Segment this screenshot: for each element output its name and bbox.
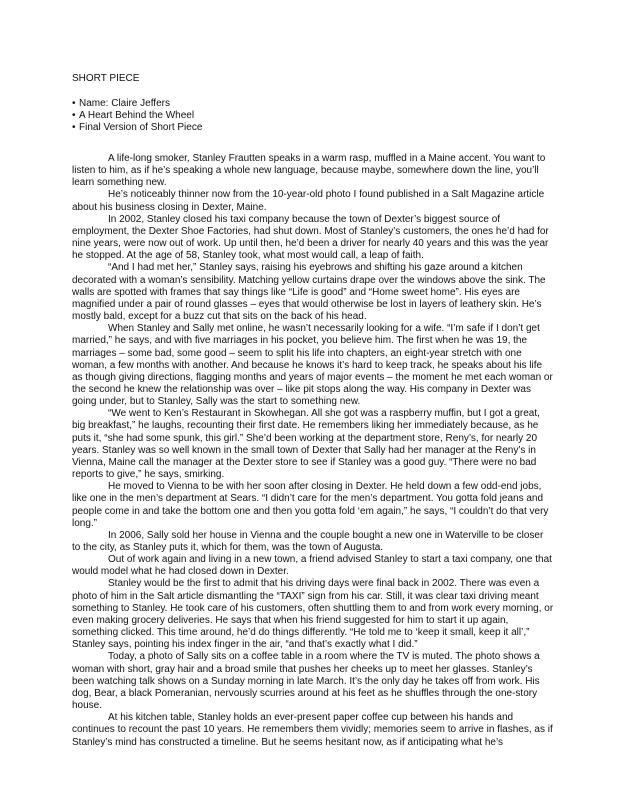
paragraph: “We went to Ken’s Restaurant in Skowhegan. All she got was a raspberry muffin, but I got a great, big breakfast,” he laughs, recounting their first date. He remembers liking her immediately because, as he puts it, “she had some spunk, this girl.” She’d been working at the department store, Reny’s, for nearly 20 years. Stanley was so well known in the small town of Dexter that Sally had her manager at the Reny’s in Vienna, Maine call the manager at the Dexter store to see if Stanley was a good guy. “There were no bad reports to give,” he says, smirking. [72, 408, 540, 481]
paragraph: He moved to Vienna to be with her soon after closing in Dexter. He held down a few odd-end jobs, like one in the men’s department at Sears. “I didn’t care for the men’s department. You gotta fold jeans and people come in and take the bottom one and then you gotta fold ‘em again,” he says, “I couldn’t do that very long.” [72, 481, 549, 529]
paragraph: In 2006, Sally sold her house in Vienna and the couple bought a new one in Waterville to be closer to the city, as Stanley puts it, which for them, was the town of Augusta. [72, 529, 544, 553]
paragraph: When Stanley and Sally met online, he wasn’t necessarily looking for a wife. “I’m safe if I don’t get married,” he says, and with five marriages in his pocket, you believe him. The first when he was 19, the marriages – some bad, some good – seem to split his life into chapters, an eight-year stretch with one woman, a few months with another. And because he knows it’s hard to keep track, he speaks about his life as though giving directions, flagging months and years of major events – the moment he met each woman or the second he knew the relationship was over – like pit stops along the way. His company in Dexter was going under, but to Stanley, Sally was the start to something new. [72, 323, 553, 408]
article-body [72, 153, 554, 749]
paragraph: Today, a photo of Sally sits on a coffee table in a room where the TV is muted. The photo shows a woman with short, gray hair and a broad smile that pushes her cheeks up to meet her glasses. Stanley’s been watching talk shows on a Sunday morning in late March. It’s the only day he takes off from work. His dog, Bear, a black Pomeranian, nervously scurries around at his feet as he shuffles through the one-story house. [72, 651, 540, 712]
paragraph: Out of work again and living in a new town, a friend advised Stanley to start a taxi company, one that would model what he had closed down in Dexter. [72, 554, 552, 578]
info-bullet-list [72, 98, 202, 135]
paragraph: He’s noticeably thinner now from the 10-year-old photo I found published in a Salt Magazine article about his business closing in Dexter, Maine. [72, 189, 545, 213]
paragraph: At his kitchen table, Stanley holds an ever-present paper coffee cup between his hands and continues to recount the past 10 years. He remembers them vividly; memories seem to arrive in flashes, as if Stanley’s mind has constructed a timeline. But he seems hesitant now, as if anticipating what he’s [72, 712, 553, 748]
bullet-item-title [72, 110, 202, 122]
bullet-icon: • [72, 122, 76, 134]
document-heading: SHORT PIECE [72, 73, 140, 84]
bullet-item-text: Final Version of Short Piece [79, 122, 203, 134]
paragraph: Stanley would be the first to admit that his driving days were final back in 2002. There was even a photo of him in the Salt article dismantling the “TAXI” sign from his car. Still, it was clear taxi driving meant something to Stanley. He took care of his customers, often shuttling them to and from work every morning, or even making grocery deliveries. He says that when his friend suggested for him to start it up again, something clicked. This time around, he’d do things differently. “He told me to ‘keep it small, keep it all’,” Stanley says, pointing his index finger in the air, “and that’s exactly what I did.” [72, 578, 554, 651]
bullet-item-text: A Heart Behind the Wheel [79, 110, 195, 122]
bullet-item-author [72, 98, 202, 110]
bullet-icon: • [72, 98, 76, 109]
paragraph: “And I had met her,” Stanley says, raising his eyebrows and shifting his gaze around a kitchen decorated with a woman’s sensibility. Matching yellow curtains drape over the windows above the sink. The walls are spotted with frames that say things like “Life is good” and “Home sweet home”. His eyes are magnified under a pair of round glasses – eyes that would otherwise be lost in layers of leathery skin. He’s mostly bald, except for a buzz cut that sits on the back of his head. [72, 262, 546, 323]
paragraph: In 2002, Stanley closed his taxi company because the town of Dexter’s biggest source of employment, the Dexter Shoe Factories, had shut down. Most of Stanley’s customers, the ones he’d had for nine years, were now out of work. Up until then, he’d been a driver for nearly 40 years and this was the year he stopped. At the age of 58, Stanley took, what most would call, a leap of faith. [72, 213, 549, 262]
bullet-item-version [72, 122, 202, 134]
bullet-icon: • [72, 110, 76, 122]
bullet-item-text: Name: Claire Jeffers [79, 98, 170, 109]
paragraph: A life-long smoker, Stanley Frautten speaks in a warm rasp, muffled in a Maine accent. You want to listen to him, as if he’s speaking a whole new language, because maybe, somewhere down the line, you’ll learn something new. [72, 153, 546, 189]
